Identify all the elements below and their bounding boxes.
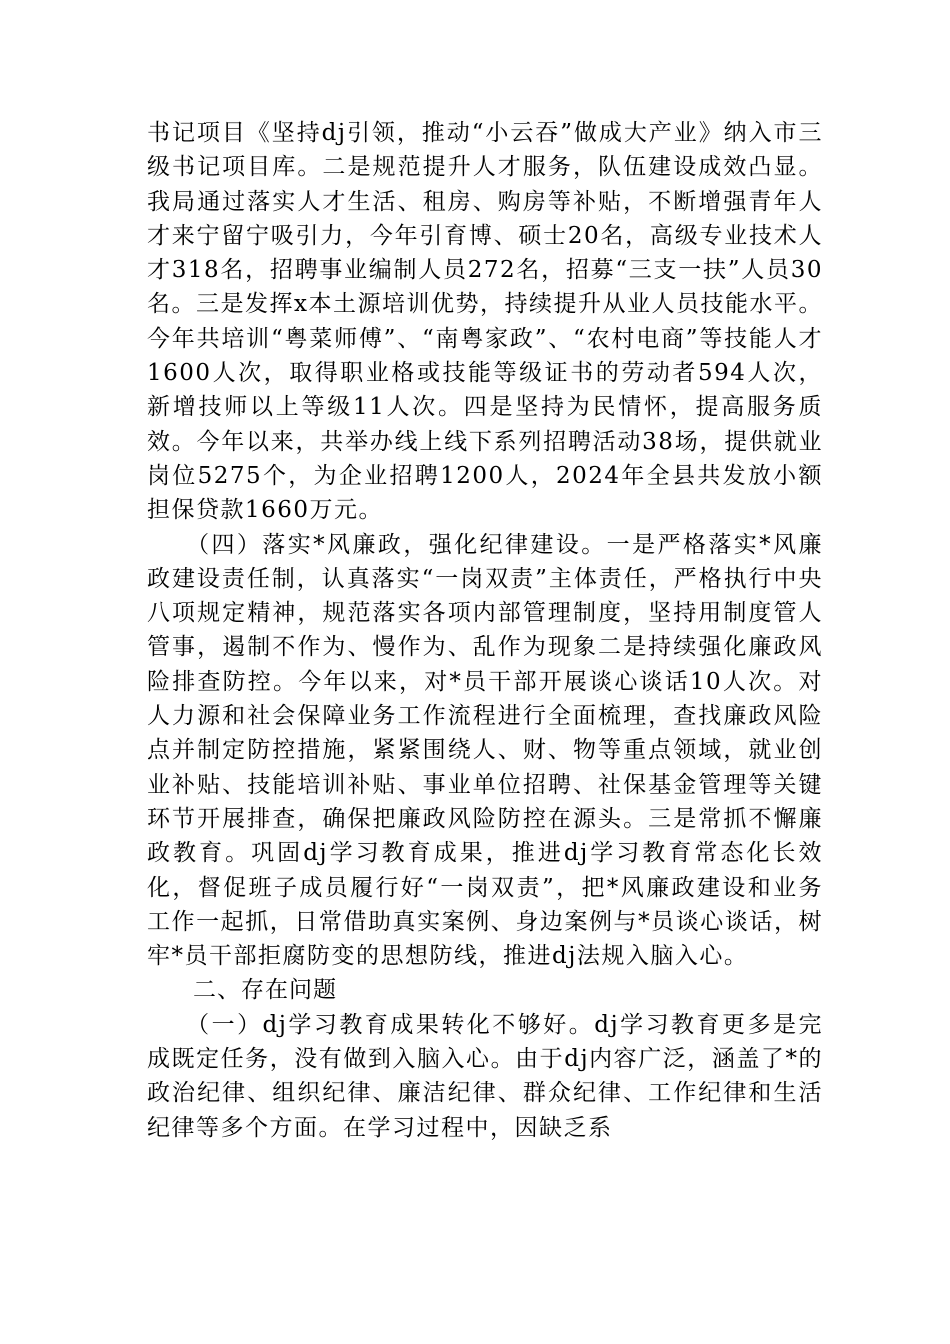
paragraph-talent-services: 书记项目《坚持dj引领，推动“小云吞”做成大产业》纳入市三级书记项目库。二是规范提升人才服务，队伍建设成效凸显。我局通过落实人才生活、租房、购房等补贴，不断增强青年人才来宁留宁吸引力，今年引育博、硕士20名，高级专业技术人才318名，招聘事业编制人员272名，招募“三支一扶”人员30名。三是发挥x本土源培训优势，持续提升从业人员技能水平。今年共培训“粤菜师傅”、“南粤家政”、“农村电商”等技能人才1600人次，取得职业格或技能等级证书的劳动者594人次，新增技师以上等级11人次。四是坚持为民情怀，提高服务质效。今年以来，共举办线上线下系列招聘活动38场，提供就业岗位5275个，为企业招聘1200人，2024年全县共发放小额担保贷款1660万元。 (147, 120, 823, 524)
paragraph-learning-outcomes: （一）dj学习教育成果转化不够好。dj学习教育更多是完成既定任务，没有做到入脑入心。由于dj内容广泛，涵盖了*的政治纪律、组织纪律、廉洁纪律、群众纪律、工作纪律和生活纪律等多个方面。在学习过程中，因缺乏系 (147, 1011, 823, 1141)
paragraph-integrity-building: （四）落实*风廉政，强化纪律建设。一是严格落实*风廉政建设责任制，认真落实“一岗双责”主体责任，严格执行中央八项规定精神，规范落实各项内部管理制度，坚持用制度管人管事，遏制不作为、慢作为、乱作为现象二是持续强化廉政风险排查防控。今年以来，对*员干部开展谈心谈话10人次。对人力源和社会保障业务工作流程进行全面梳理，查找廉政风险点并制定防控措施，紧紧围绕人、财、物等重点领域，就业创业补贴、技能培训补贴、事业单位招聘、社保基金管理等关键环节开展排查，确保把廉政风险防控在源头。三是常抓不懈廉政教育。巩固dj学习教育成果，推进dj学习教育常态化长效化，督促班子成员履行好“一岗双责”，把*风廉政建设和业务工作一起抓，日常借助真实案例、身边案例与*员谈心谈话，树牢*员干部拒腐防变的思想防线，推进dj法规入脑入心。 (147, 531, 823, 970)
document-page (147, 116, 823, 1145)
section-heading-existing-problems: 二、存在问题 (193, 977, 337, 1004)
